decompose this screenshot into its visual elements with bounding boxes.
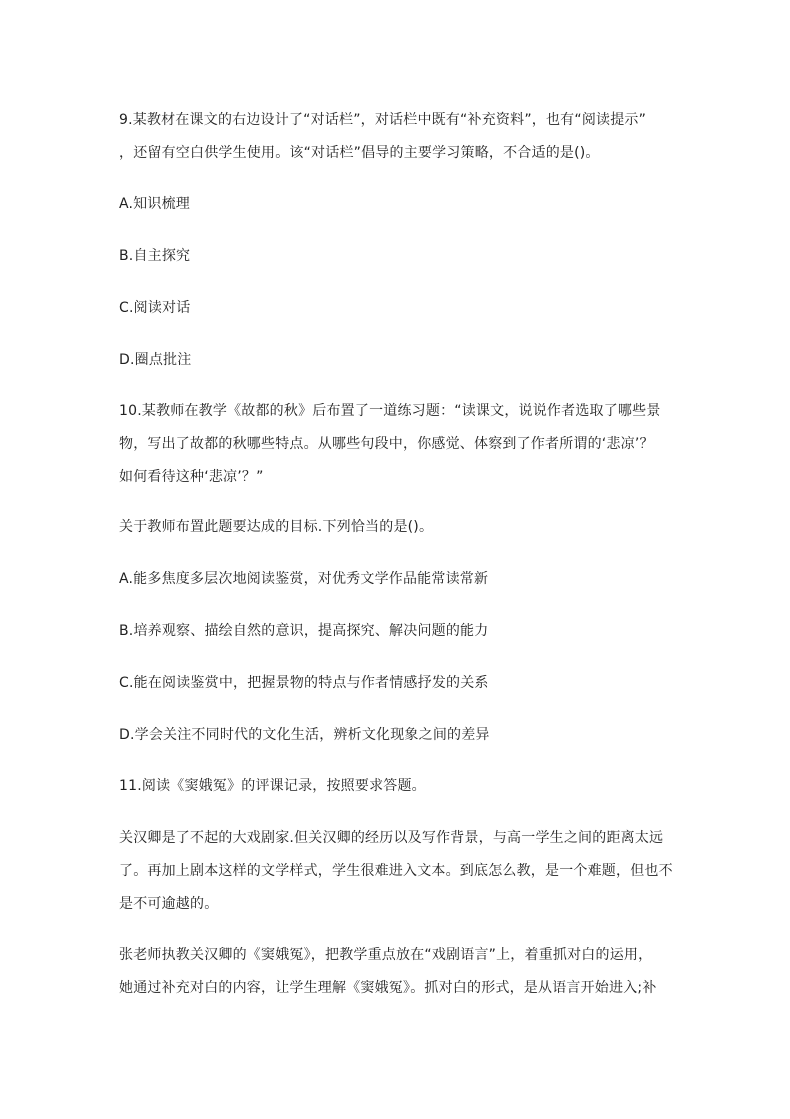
q9-stem-line-1: 9.某教材在课文的右边设计了“对话栏”，对话栏中既有“补充资料”，也有“阅读提示” bbox=[119, 112, 647, 128]
q10-stem-line-2: 物，写出了故都的秋哪些特点。从哪些句段中，你感觉、体察到了作者所谓的‘悲凉’？ bbox=[119, 436, 654, 452]
q11-para1-line-1: 关汉卿是了不起的大戏剧家.但关汉卿的经历以及写作背景，与高一学生之间的距离太远 bbox=[119, 830, 664, 846]
q9-option-a: A.知识梳理 bbox=[119, 196, 190, 212]
q10-option-b: B.培养观察、描绘自然的意识，提高探究、解决问题的能力 bbox=[119, 623, 489, 639]
q11-para1-line-3: 是不可逾越的。 bbox=[119, 896, 219, 912]
q10-stem-line-1: 10.某教师在教学《故都的秋》后布置了一道练习题：“读课文，说说作者选取了哪些景 bbox=[119, 403, 661, 419]
q10-option-c: C.能在阅读鉴赏中，把握景物的特点与作者情感抒发的关系 bbox=[119, 675, 489, 691]
q9-stem-line-2: ，还留有空白供学生使用。该“对话栏”倡导的主要学习策略，不合适的是()。 bbox=[119, 145, 600, 161]
q10-option-a: A.能多焦度多层次地阅读鉴赏，对优秀文学作品能常读常新 bbox=[119, 571, 489, 587]
q10-stem-line-3: 如何看待这种‘悲凉’？” bbox=[119, 469, 264, 485]
q11-stem: 11.阅读《窦娥冤》的评课记录，按照要求答题。 bbox=[119, 778, 426, 794]
q9-option-b: B.自主探究 bbox=[119, 248, 191, 264]
q9-option-d: D.圈点批注 bbox=[119, 352, 192, 368]
q10-option-d: D.学会关注不同时代的文化生活，辨析文化现象之间的差异 bbox=[119, 727, 490, 743]
q11-para1-line-2: 了。再加上剧本这样的文学样式，学生很难进入文本。到底怎么教，是一个难题，但也不 bbox=[119, 863, 673, 879]
q11-para2-line-2: 她通过补充对白的内容，让学生理解《窦娥冤》。抓对白的形式，是从语言开始进入;补 bbox=[119, 980, 657, 996]
q11-para2-line-1: 张老师执教关汉卿的《窦娥冤》，把教学重点放在“戏剧语言”上，着重抓对白的运用， bbox=[119, 947, 653, 963]
q10-question: 关于教师布置此题要达成的目标.下列恰当的是()。 bbox=[119, 519, 434, 535]
q9-option-c: C.阅读对话 bbox=[119, 300, 191, 316]
